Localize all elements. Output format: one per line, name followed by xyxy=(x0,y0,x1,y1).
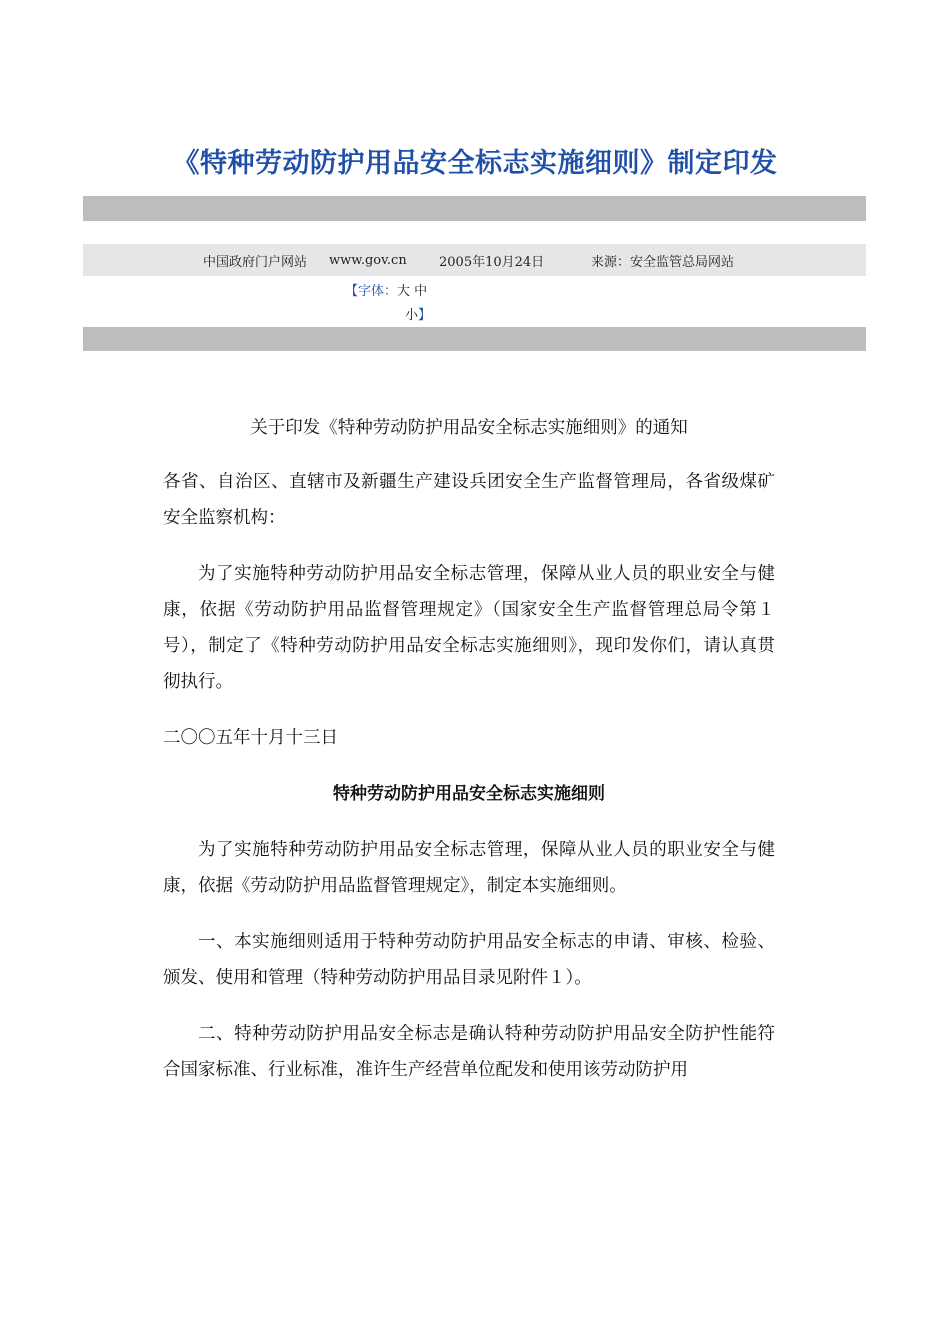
notice-title: 关于印发《特种劳动防护用品安全标志实施细则》的通知 xyxy=(250,418,688,438)
regulation-article-2: 二、特种劳动防护用品安全标志是确认特种劳动防护用品安全防护性能符合国家标准、行业标准，准许生产经营单位配发和使用该劳动防护用 xyxy=(163,1024,775,1080)
font-size-label: 【字体： xyxy=(345,284,398,299)
meta-divider-bar xyxy=(83,327,866,351)
font-size-close-bracket: 】 xyxy=(418,308,432,323)
regulation-title: 特种劳动防护用品安全标志实施细则 xyxy=(333,784,605,804)
font-size-medium-button[interactable]: 中 xyxy=(414,284,428,299)
notice-addressee: 各省、自治区、直辖市及新疆生产建设兵团安全生产监督管理局，各省级煤矿安全监察机构： xyxy=(163,472,775,528)
notice-paragraph: 为了实施特种劳动防护用品安全标志管理，保障从业人员的职业安全与健康，依据《劳动防护用品监督管理规定》（国家安全生产监督管理总局令第１号），制定了《特种劳动防护用品安全标志实施细则》，现印发你们，请认真贯彻执行。 xyxy=(163,564,775,692)
regulation-paragraph: 为了实施特种劳动防护用品安全标志管理，保障从业人员的职业安全与健康，依据《劳动防护用品监督管理规定》，制定本实施细则。 xyxy=(163,840,775,896)
font-size-small-button[interactable]: 小 xyxy=(405,308,419,323)
meta-site-url[interactable]: www.gov.cn xyxy=(329,252,407,268)
regulation-article-1: 一、本实施细则适用于特种劳动防护用品安全标志的申请、审核、检验、颁发、使用和管理（特种劳动防护用品目录见附件１）。 xyxy=(163,932,775,988)
article-meta-bar xyxy=(83,244,866,276)
font-size-large-button[interactable]: 大 xyxy=(397,284,411,299)
meta-source: 来源：安全监管总局网站 xyxy=(591,254,735,270)
header-divider-bar xyxy=(83,196,866,221)
article-body xyxy=(163,410,775,1088)
notice-date: 二〇〇五年十月十三日 xyxy=(163,728,338,748)
page-title: 《特种劳动防护用品安全标志实施细则》制定印发 xyxy=(172,148,778,179)
meta-publish-date: 2005年10月24日 xyxy=(439,254,545,270)
meta-site-name: 中国政府门户网站 xyxy=(203,254,308,270)
